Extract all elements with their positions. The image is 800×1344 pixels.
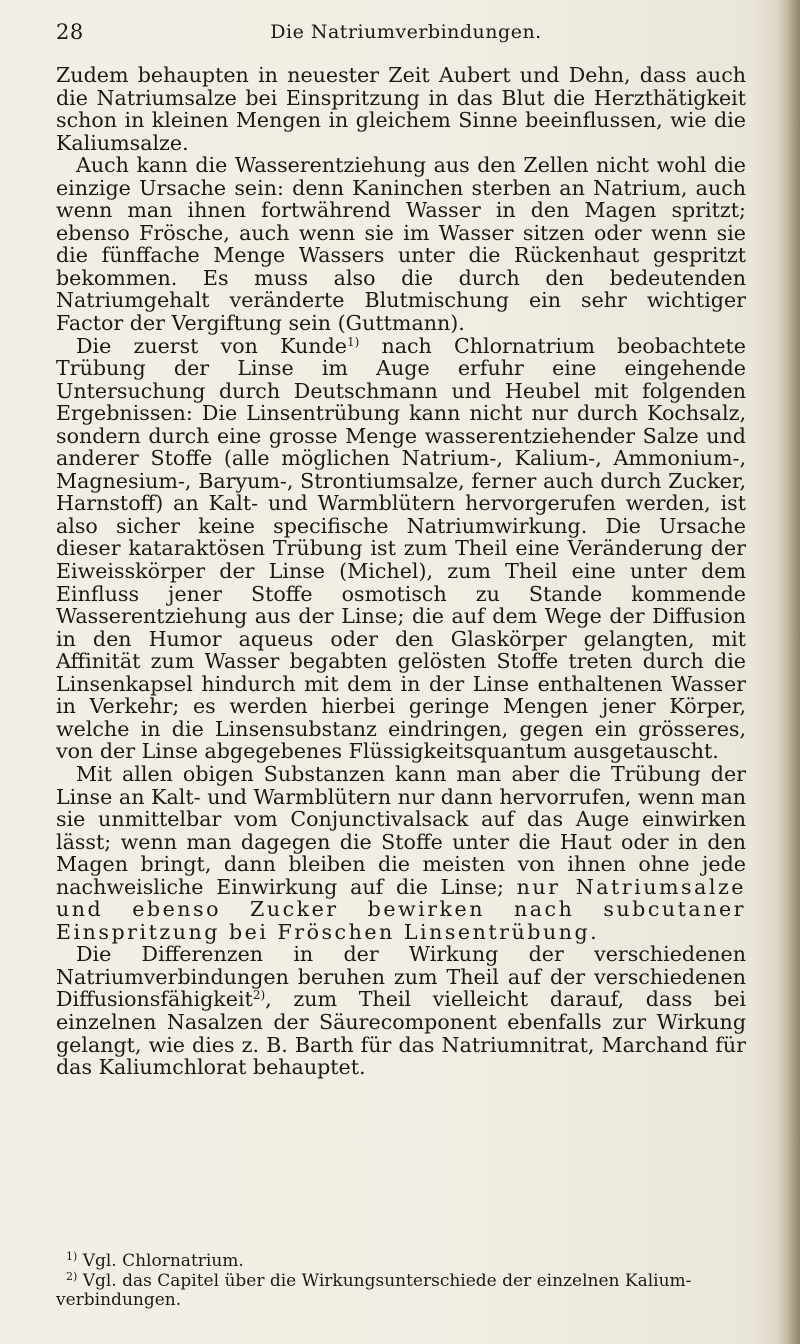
paragraph-5-start: Die Differenzen in der Wirkung der verschiedenen Natriumverbindungen beruhen zum Theil auf der verschiedenen Diffusionsfähigkeit [56,942,746,1012]
footnote-1-mark: 1) [66,1250,78,1263]
paragraph-3-rest: nach Chlornatrium beobachtete Trübung der Linse im Auge erfuhr eine eingehende Untersuchung durch Deutschmann und Heubel mit folgenden Ergebnissen: Die Linsentrübung kann nicht nur durch Kochsalz, sondern durch eine grosse Menge wasserentziehender Salze und anderer Stoffe (alle möglichen Natrium-, Kalium-, Ammonium-, Magnesium-, Baryum-, Strontiumsalze, ferner auch durch Zucker, Harnstoff) an Kalt- und Warmblütern hervorgerufen werden, ist also sicher keine specifische Natriumwirkung. Die Ursache dieser kataraktösen Trübung ist zum Theil eine Veränderung der Eiweisskörper der Linse (Michel), zum Theil eine unter dem Einfluss jener Stoffe osmotisch zu Stande kommende Wasserentziehung aus der Linse; die auf dem Wege der Diffusion in den Humor aqueus oder den Glaskörper gelangten, mit Affinität zum Wasser begabten gelösten Stoffe treten durch die Linsenkapsel hindurch mit dem in der Linse enthaltenen Wasser in Verkehr; es werden hierbei geringe Mengen jener Körper, welche in die Linsensubstanz eindringen, gegen ein grösseres, von der Linse abgegebenes Flüssigkeitsquantum ausgetauscht. [56,333,746,764]
page-edge-shadow [778,0,800,1344]
paragraph-1: Zudem behaupten in neuester Zeit Aubert und Dehn, dass auch die Natriumsalze bei Einspritzung in das Blut die Herzthätigkeit schon in kleinen Mengen in gleichem Sinne beeinflussen, wie die Kaliumsalze. [56,63,746,155]
paragraph-3 [56,335,746,763]
footnote-ref-1: 1) [346,334,360,349]
paragraph-4 [56,763,746,943]
paragraph-2: Auch kann die Wasserentziehung aus den Zellen nicht wohl die einzige Ursache sein: denn Kaninchen sterben an Natrium, auch wenn man ihnen fortwährend Wasser in den Magen spritzt; ebenso Frösche, auch wenn sie im Wasser sitzen oder wenn sie die fünffache Menge Wassers unter die Rückenhaut gespritzt bekommen. Es muss also die durch den bedeutenden Natriumgehalt veränderte Blutmischung ein sehr wichtiger Factor der Vergiftung sein (Guttmann). [56,153,746,336]
body-text [56,64,746,1079]
paragraph-5-rest: , zum Theil vielleicht darauf, dass bei einzelnen Nasalzen der Säurecomponent ebenfalls zur Wirkung gelangt, wie dies z. B. Barth für das Natriumnitrat, Marchand für das Kaliumchlorat behauptet. [56,987,746,1080]
footnotes [56,1252,746,1311]
paragraph-3-start: Die zuerst von Kunde [76,333,347,358]
footnote-2-mark: 2) [66,1269,78,1283]
footnote-1-text: Vgl. Chlornatrium. [77,1251,244,1271]
footnote-2 [56,1269,746,1292]
footnote-2-continuation: verbindungen. [56,1290,182,1310]
running-title: Die Natriumverbindungen. [270,21,542,43]
footnote-ref-2: 2) [252,988,266,1003]
footnote-2-text: Vgl. das Capitel über die Wirkungsunterschiede der einzelnen Kalium- [77,1270,692,1291]
page-number: 28 [56,20,84,44]
paragraph-4-emphasis: nur Natriumsalze und ebenso Zucker bewirken nach subcutaner Einspritzung bei Fröschen Linsentrübung. [56,874,746,944]
paragraph-5 [56,943,746,1078]
footnote-1 [56,1252,746,1272]
page-header [56,20,756,54]
paragraph-4-start: Mit allen obigen Substanzen kann man aber die Trübung der Linse an Kalt- und Warmblütern nur dann hervorrufen, wenn man sie unmittelbar vom Conjunctivalsack auf das Auge einwirken lässt; wenn man dagegen die Stoffe unter die Haut oder in den Magen bringt, dann bleiben die meisten von ihnen ohne jede nachweisliche Einwirkung auf die Linse; [56,761,746,899]
